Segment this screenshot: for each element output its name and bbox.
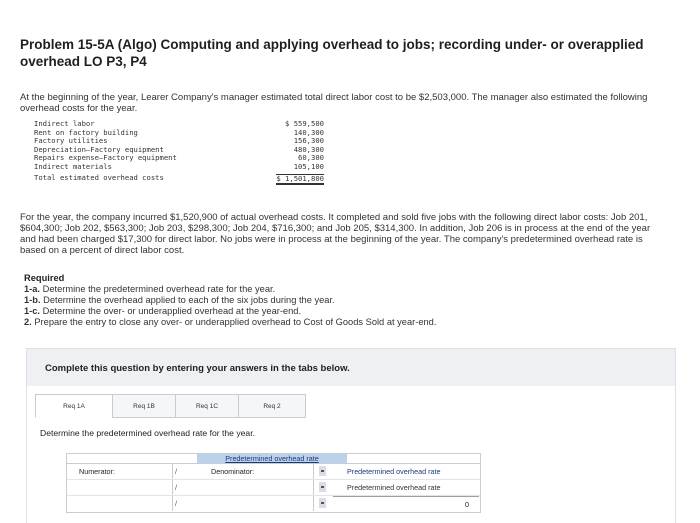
cost-label: Factory utilities <box>34 136 108 146</box>
cost-amount: 480,300 <box>293 144 324 154</box>
result-value-cell <box>333 496 479 512</box>
requirement-tabs <box>35 394 305 416</box>
required-item <box>24 306 664 317</box>
problem-title: Problem 15-5A (Algo) Computing and applying overhead to jobs; recording under- or overapplied overhead LO P3, P4 <box>20 37 644 69</box>
tab-req-1b[interactable] <box>112 394 176 418</box>
cost-amount: $ 559,500 <box>285 119 324 128</box>
result-label-cell <box>333 480 479 495</box>
required-item-number: 2. <box>24 317 32 327</box>
cost-label: Depreciation—Factory equipment <box>34 144 164 154</box>
intro-text: At the beginning of the year, Learer Company's manager estimated total direct labor cost to be $2,503,000. The manager also estimated the following overhead costs for the year. <box>20 92 648 114</box>
required-item-text: Determine the predetermined overhead rate for the year. <box>42 284 276 294</box>
tab-label: Req 2 <box>263 402 281 410</box>
divide-symbol: / <box>175 499 177 508</box>
tab-req-1a[interactable] <box>35 394 113 418</box>
required-item-text: Determine the over- or underapplied overhead at the year-end. <box>42 306 302 316</box>
result-value: 0 <box>465 500 469 509</box>
numerator-input[interactable] <box>67 496 173 511</box>
calc-row <box>67 495 480 511</box>
calc-row <box>67 479 480 495</box>
required-item-number: 1-c. <box>24 306 41 316</box>
equals-icon <box>319 498 326 508</box>
tab-req-1c[interactable] <box>175 394 239 418</box>
cost-row <box>34 163 324 172</box>
required-item <box>24 317 664 328</box>
equals-icon <box>319 482 326 492</box>
instruction-bar <box>26 348 676 388</box>
denominator-label: Denominator: <box>211 467 255 476</box>
cost-total-label: Total estimated overhead costs <box>34 172 164 182</box>
result-label-cell <box>333 464 479 479</box>
tab-req-2[interactable] <box>238 394 306 418</box>
cost-label: Repairs expense—Factory equipment <box>34 153 177 163</box>
required-item-number: 1-a. <box>24 284 41 294</box>
cost-label: Rent on factory building <box>34 127 138 137</box>
required-section <box>24 273 664 328</box>
required-item <box>24 284 664 295</box>
equals-icon <box>319 466 326 476</box>
question-prompt: Determine the predetermined overhead rate for the year. <box>40 428 255 438</box>
cost-amount: 60,300 <box>298 153 324 163</box>
calc-header <box>197 454 347 463</box>
overhead-cost-table <box>34 120 324 182</box>
denominator-input[interactable] <box>183 496 314 511</box>
numerator-label: Numerator: <box>79 467 115 476</box>
result-label-secondary: Predetermined overhead rate <box>347 483 441 492</box>
required-item <box>24 295 664 306</box>
calc-header-label: Predetermined overhead rate <box>225 454 319 463</box>
divide-symbol: / <box>175 483 177 492</box>
instruction-text: Complete this question by entering your answers in the tabs below. <box>45 363 350 374</box>
cost-total-amount: $ 1,501,800 <box>276 174 324 186</box>
denominator-label-cell <box>183 464 314 479</box>
cost-label: Indirect materials <box>34 161 112 171</box>
required-item-text: Prepare the entry to close any over- or underapplied overhead to Cost of Goods Sold at year-end. <box>34 317 437 327</box>
required-item-text: Determine the overhead applied to each of the six jobs during the year. <box>43 295 335 305</box>
result-label: Predetermined overhead rate <box>347 467 441 476</box>
tab-label: Req 1B <box>133 402 155 410</box>
divide-symbol: / <box>175 467 177 476</box>
tab-label: Req 1C <box>195 402 219 410</box>
overhead-rate-calculator <box>66 453 481 513</box>
required-item-number: 1-b. <box>24 295 41 305</box>
numerator-input[interactable] <box>67 480 173 495</box>
required-heading: Required <box>24 273 65 283</box>
cost-total-row <box>34 174 324 183</box>
numerator-label-cell <box>67 464 173 479</box>
cost-amount: 105,100 <box>293 161 324 171</box>
cost-label: Indirect labor <box>34 119 95 128</box>
calc-row <box>67 463 480 479</box>
problem-paragraph: For the year, the company incurred $1,520,900 of actual overhead costs. It completed and sold five jobs with the following direct labor costs: Job 201, $604,300; Job 202, $563,300; Job 203, $298,300; Job 204, $716,300; and Job 205, $314,300. In addition, Job 206 is in process at the end of the year and had been charged $17,300 for direct labor. No jobs were in process at the beginning of the year. The company's predetermined overhead rate is based on a percent of direct labor cost. <box>20 212 651 256</box>
cost-amount: 140,300 <box>293 127 324 137</box>
denominator-input[interactable] <box>183 480 314 495</box>
tab-label: Req 1A <box>63 402 85 410</box>
cost-amount: 156,300 <box>293 136 324 146</box>
